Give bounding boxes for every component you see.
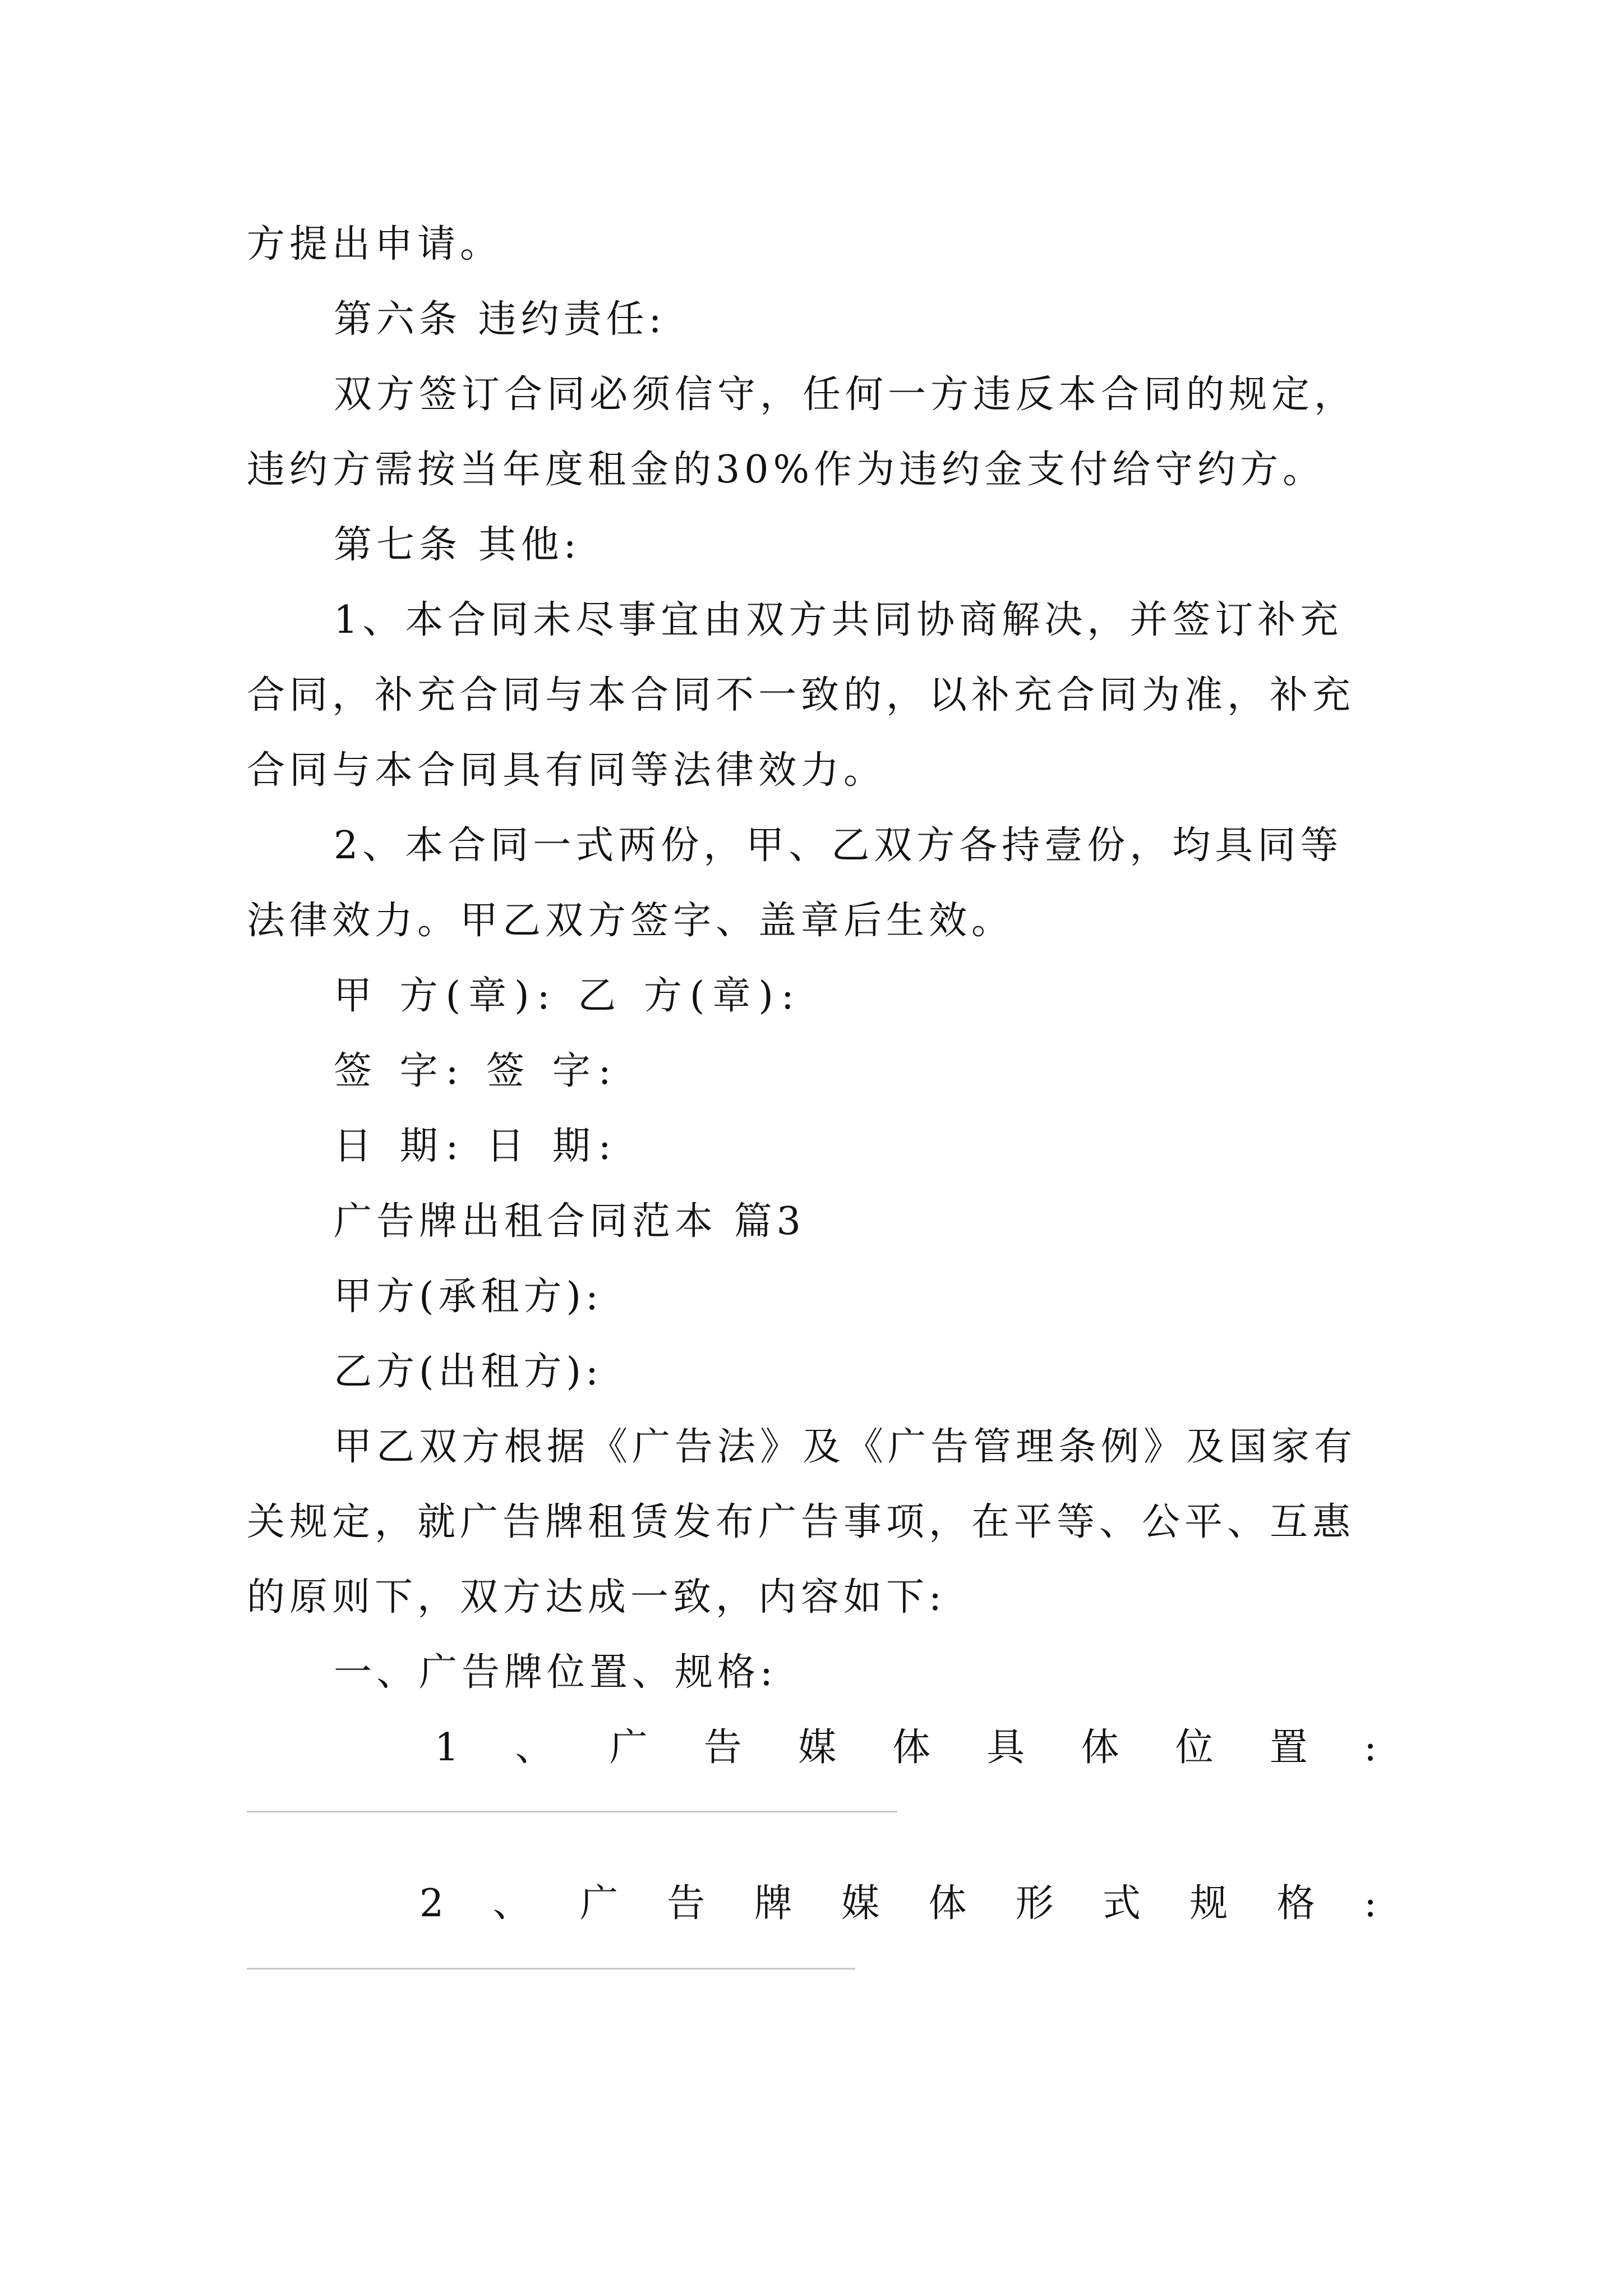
text-line: 的原则下，双方达成一致，内容如下:	[247, 1575, 946, 1619]
text-line: 合同，补充合同与本合同不一致的，以补充合同为准，补充	[247, 673, 1355, 717]
item-2-char: 格	[1276, 1881, 1315, 1926]
item-1-char: 体	[892, 1726, 931, 1770]
article-7-heading: 第七条 其他:	[334, 523, 581, 567]
item-1-char: 、	[515, 1726, 554, 1770]
text-line: 1、本合同未尽事宜由双方共同协商解决，并签订补充	[334, 598, 1343, 642]
item-2-char: 形	[1015, 1881, 1054, 1926]
text-line: 2、本合同一式两份，甲、乙双方各持壹份，均具同等	[334, 823, 1343, 868]
party-a-line: 甲方(承租方):	[334, 1274, 603, 1319]
item-1-char: :	[1363, 1726, 1377, 1770]
text-line: 双方签订合同必须信守，任何一方违反本合同的规定，	[334, 372, 1357, 417]
item-1-char: 1	[435, 1726, 459, 1770]
fill-in-blank-line	[247, 1968, 855, 1970]
item-2-char: 式	[1103, 1881, 1141, 1926]
item-1-char: 媒	[797, 1726, 836, 1770]
text-line: 方提出申请。	[247, 222, 503, 266]
item-1-char: 广	[609, 1726, 648, 1770]
seal-line: 甲 方(章): 乙 方(章):	[334, 974, 802, 1018]
text-line: 合同与本合同具有同等法律效力。	[247, 748, 887, 793]
item-1-char: 位	[1175, 1726, 1214, 1770]
section-title: 广告牌出租合同范本 篇3	[334, 1199, 805, 1244]
item-2-char: 2	[419, 1881, 444, 1926]
signature-line: 签 字: 签 字:	[334, 1049, 619, 1093]
item-1-char: 置	[1269, 1726, 1308, 1770]
item-2-char: 广	[579, 1881, 618, 1926]
item-2-char: 告	[667, 1881, 706, 1926]
item-1-location	[435, 1726, 1377, 1770]
text-line: 甲乙双方根据《广告法》及《广告管理条例》及国家有	[334, 1425, 1357, 1469]
party-b-line: 乙方(出租方):	[334, 1350, 603, 1394]
text-line: 法律效力。甲乙双方签字、盖章后生效。	[247, 899, 1015, 943]
article-6-heading: 第六条 违约责任:	[334, 297, 666, 342]
item-1-char: 体	[1081, 1726, 1119, 1770]
clause-heading: 一、广告牌位置、规格:	[334, 1650, 777, 1695]
item-1-char: 告	[703, 1726, 742, 1770]
date-line: 日 期: 日 期:	[334, 1124, 619, 1168]
item-2-char: 、	[492, 1881, 531, 1926]
item-2-char: 媒	[841, 1881, 879, 1926]
item-2-char: 体	[928, 1881, 967, 1926]
text-line: 违约方需按当年度租金的30%作为违约金支付给守约方。	[247, 448, 1326, 492]
text-line: 关规定，就广告牌租赁发布广告事项，在平等、公平、互惠	[247, 1500, 1355, 1544]
fill-in-blank-line	[247, 1811, 897, 1812]
item-2-char: 牌	[754, 1881, 792, 1926]
item-1-char: 具	[986, 1726, 1025, 1770]
item-2-char: :	[1364, 1881, 1377, 1926]
item-2-format	[419, 1881, 1377, 1926]
item-2-char: 规	[1189, 1881, 1228, 1926]
